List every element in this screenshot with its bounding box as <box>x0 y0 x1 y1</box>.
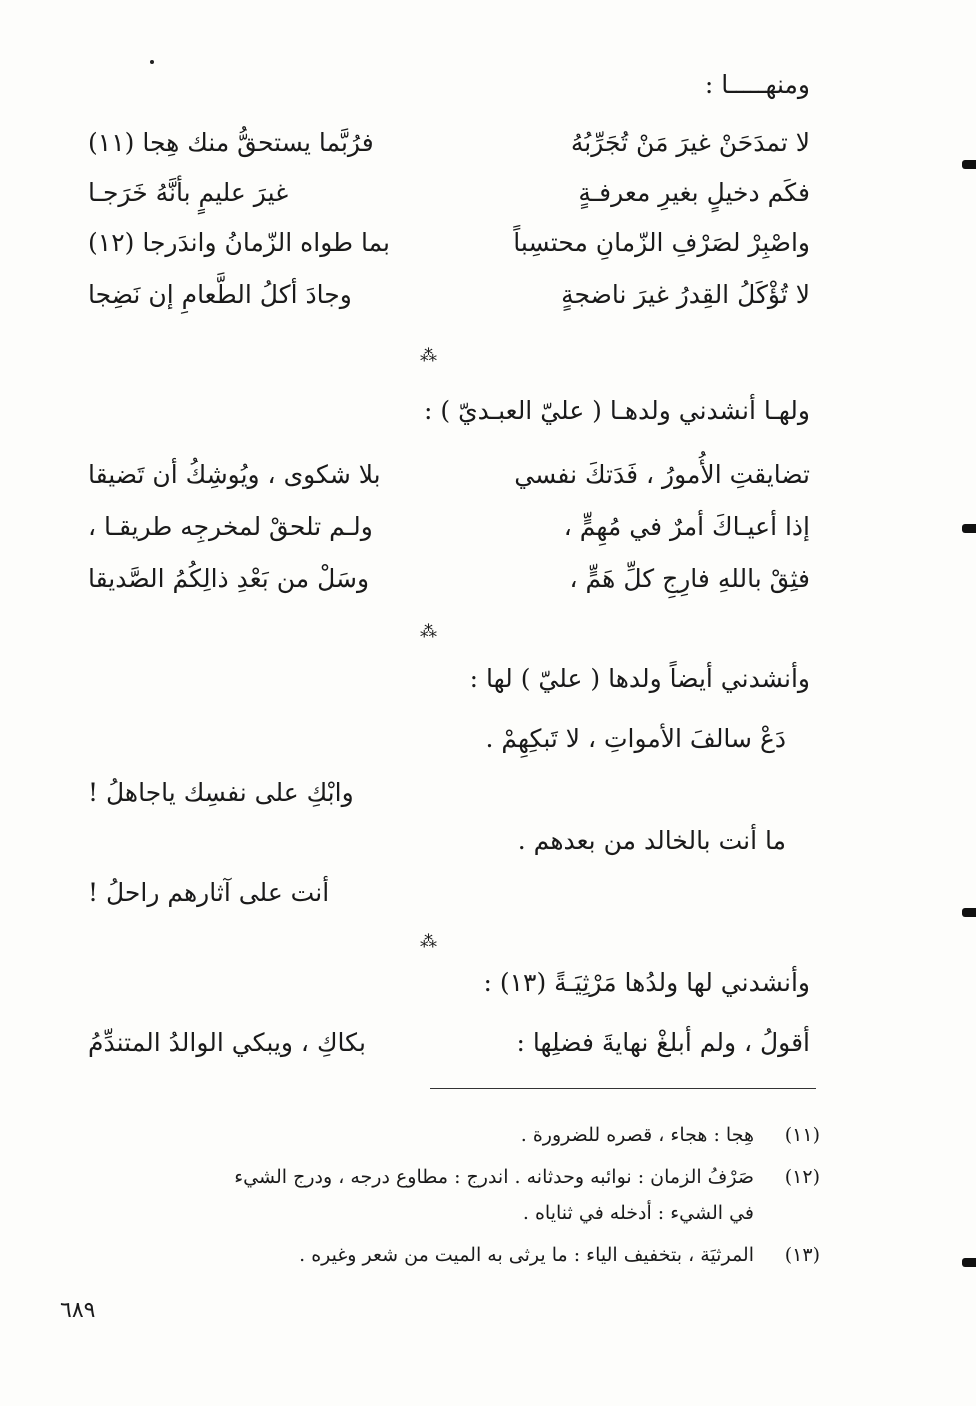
page-number: ٦٨٩ <box>60 1298 96 1323</box>
footnote-12-number: (١٢) <box>784 1166 820 1188</box>
heading-ali-al-abdi: ولهـا أنشدني ولدهـا ( عليّ العبـديّ ) : <box>424 396 810 425</box>
poem2-verse2-second-hemistich: ولـم تلحقْ لمخرجِه طريقـا ، <box>88 512 373 541</box>
binding-edge-mark <box>962 160 976 169</box>
poem1-verse2-first-hemistich: فكَم دخيلٍ بغيرِ معرفـةٍ <box>578 178 810 207</box>
poem3-line3: ما أنت بالخالد من بعدهم . <box>517 826 786 855</box>
poem3-line2: وابْكِ على نفسِك ياجاهلُ ! <box>88 778 354 807</box>
poem1-verse2-second-hemistich: غيرَ عليمٍ بأنَّهُ خَرَجـا <box>88 178 289 207</box>
poem1-verse1-second-hemistich: فرُبَّما يستحقُّ منك هِجا (١١) <box>88 128 374 157</box>
poem3-line4: أنت على آثارهم راحلُ ! <box>88 878 330 907</box>
poem1-verse1-first-hemistich: لا تمدَحَنْ غيرَ مَنْ تُجَرِّبُهُ <box>570 128 810 157</box>
heading-ali: وأنشدني أيضاً ولدها ( عليّ ) لها : <box>469 664 810 693</box>
poem1-verse3-second-hemistich: بما طواه الزّمانُ واندَرجا (١٢) <box>88 228 391 257</box>
section-divider-stars: ⁂ <box>420 932 434 952</box>
section-divider-stars: ⁂ <box>420 346 434 366</box>
footnote-12-text-line1: صَرْفُ الزمان : نوائبه وحدثانه . اندرج : مطاوع درجه ، ودرج الشيء <box>234 1166 754 1188</box>
poem3-line1: دَعْ سالفَ الأمواتِ ، لا تَبكِهِمْ . <box>485 724 786 753</box>
poem4-verse1-first-hemistich: أقولُ ، ولم أبلغْ نهايةَ فضلِها : <box>516 1028 810 1057</box>
binding-edge-mark <box>962 524 976 533</box>
poem1-verse4-first-hemistich: لا تُؤْكَلُ القِدرُ غيرَ ناضجةٍ <box>561 280 810 309</box>
ink-speck <box>150 60 154 64</box>
footnote-separator <box>430 1088 816 1089</box>
poem1-verse4-second-hemistich: وجادَ أكلُ الطَّعامِ إن نَضِجا <box>88 280 352 309</box>
poem2-verse3-first-hemistich: فثِقْ باللهِ فارِجِ كلِّ هَمٍّ ، <box>569 564 810 593</box>
binding-edge-mark <box>962 1258 976 1267</box>
poem2-verse1-first-hemistich: تضايقتِ الأُمورُ ، فَدَتكَ نفسي <box>514 460 810 489</box>
footnote-11-text: هِجا : هجاء ، قصره للضرورة . <box>520 1124 754 1146</box>
section-divider-stars: ⁂ <box>420 622 434 642</box>
poem1-verse3-first-hemistich: واصْبِرْ لصَرْفِ الزّمانِ محتسِباً <box>513 228 810 257</box>
footnote-12-text-line2: في الشيء : أدخله في ثناياه . <box>522 1202 754 1224</box>
binding-edge-mark <box>962 908 976 917</box>
poem2-verse3-second-hemistich: وسَلْ من بَعْدِ ذالِكُمُ الصَّديقا <box>88 564 370 593</box>
heading-wa-minha: ومنهـــــا : <box>704 70 810 99</box>
heading-marthiya: وأنشدني لها ولدُها مَرْثِيَـةً (١٣) : <box>483 968 810 997</box>
footnote-11-number: (١١) <box>784 1124 820 1146</box>
poem2-verse2-first-hemistich: إذا أعيـاكَ أمرٌ في مُهِمٍّ ، <box>563 512 810 541</box>
footnote-13-number: (١٣) <box>784 1244 820 1266</box>
poem2-verse1-second-hemistich: بلا شكوى ، ويُوشِكُ أن تَضيقا <box>88 460 381 489</box>
footnote-13-text: المرثيَة ، بتخفيف الياء : ما يرثى به الميت من شعر وغيره . <box>299 1244 754 1266</box>
poem4-verse1-second-hemistich: بكاكِ ، ويبكي الوالدُ المتندِّمُ <box>88 1028 366 1057</box>
